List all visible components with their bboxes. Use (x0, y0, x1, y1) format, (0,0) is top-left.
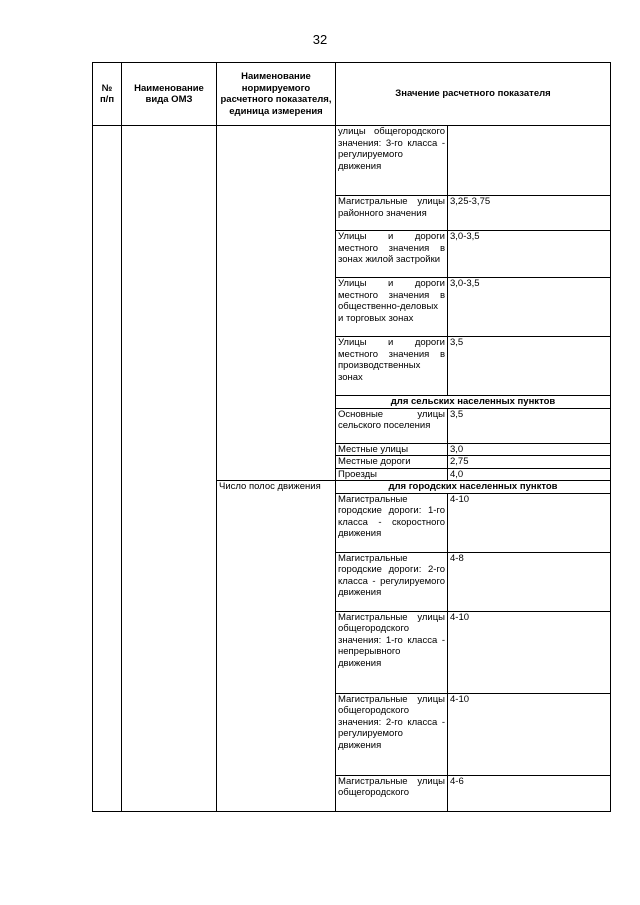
standards-table (92, 62, 611, 812)
table-header-row (93, 63, 611, 126)
road-value: 3,0 (448, 443, 611, 456)
road-category: Магистральные улицы общегородского (336, 775, 448, 811)
lane-count-indicator: Число полос движения (217, 481, 336, 812)
header-omz-type: Наименование вида ОМЗ (122, 63, 217, 126)
road-value: 3,0-3,5 (448, 278, 611, 337)
road-value: 4-8 (448, 552, 611, 611)
road-category: Проезды (336, 468, 448, 481)
road-category: Магистральные улицы общегородского значения: 1-го класса - непрерывного движения (336, 611, 448, 693)
road-value: 3,25-3,75 (448, 196, 611, 231)
road-category: Местные дороги (336, 456, 448, 469)
rural-section-header: для сельских населенных пунктов (336, 396, 611, 409)
table-row (93, 126, 611, 196)
road-category: Магистральные городские дороги: 2-го класса - регулируемого движения (336, 552, 448, 611)
road-value: 2,75 (448, 456, 611, 469)
road-value: 4-6 (448, 775, 611, 811)
header-no (93, 63, 122, 126)
urban-section-header: для городских населенных пунктов (336, 481, 611, 494)
road-value: 4-10 (448, 611, 611, 693)
header-value: Значение расчетного показателя (336, 63, 611, 126)
road-value: 4-10 (448, 693, 611, 775)
road-value: 4-10 (448, 493, 611, 552)
road-category: Магистральные городские дороги: 1-го класса - скоростного движения (336, 493, 448, 552)
road-value: 3,0-3,5 (448, 231, 611, 278)
road-category: Магистральные улицы районного значения (336, 196, 448, 231)
road-category: Местные улицы (336, 443, 448, 456)
road-category: Улицы и дороги местного значения в зонах жилой застройки (336, 231, 448, 278)
road-value (448, 126, 611, 196)
road-value: 4,0 (448, 468, 611, 481)
header-no-label: № п/п (99, 82, 115, 105)
road-value: 3,5 (448, 337, 611, 396)
road-category: Основные улицы сельского поселения (336, 408, 448, 443)
road-category: Улицы и дороги местного значения в общественно-деловых и торговых зонах (336, 278, 448, 337)
page-number: 32 (312, 32, 328, 47)
road-value: 3,5 (448, 408, 611, 443)
indicator-cell (217, 126, 336, 481)
road-category: Улицы и дороги местного значения в производственных зонах (336, 337, 448, 396)
omz-type-cell (122, 126, 217, 812)
road-category: улицы общегородского значения: 3-го класса - регулируемого движения (336, 126, 448, 196)
header-indicator: Наименование нормируемого расчетного показателя, единица измерения (217, 63, 336, 126)
no-cell (93, 126, 122, 812)
road-category: Магистральные улицы общегородского значения: 2-го класса - регулируемого движения (336, 693, 448, 775)
